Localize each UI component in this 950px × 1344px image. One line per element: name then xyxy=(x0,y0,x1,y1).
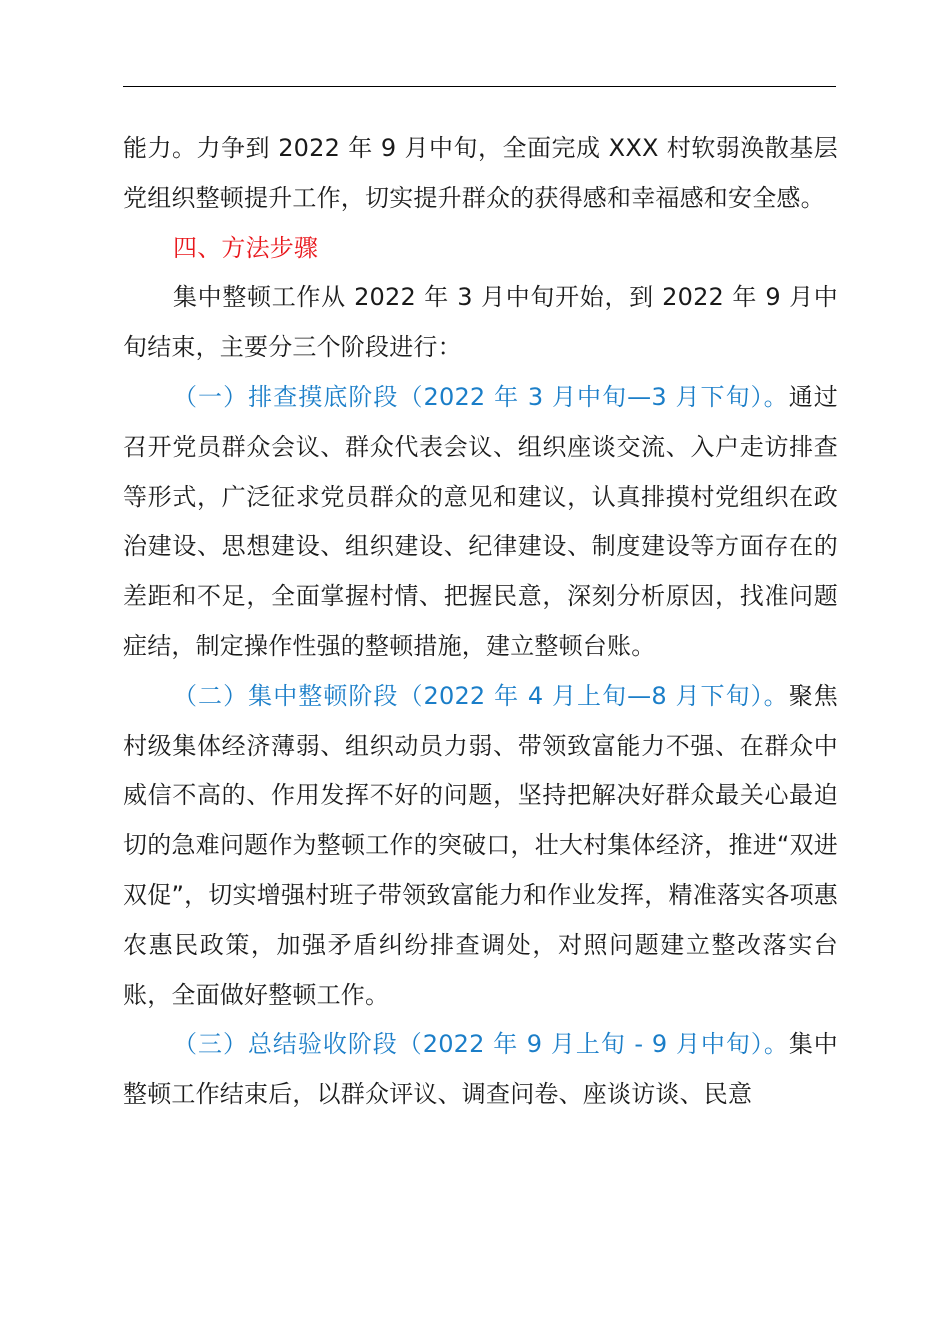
paragraph-text: 能力。力争到 2022 年 9 月中旬，全面完成 XXX 村软弱涣散基层党组织整顿提升工作，切实提升群众的获得感和幸福感和安全感。 xyxy=(123,134,838,212)
paragraph-text: 通过召开党员群众会议、群众代表会议、组织座谈交流、入户走访排查等形式，广泛征求党员群众的意见和建议，认真排摸村党组织在政治建设、思想建设、组织建设、纪律建设、制度建设等方面存在的差距和不足，全面掌握村情、把握民意，深刻分析原因，找准问题症结，制定操作性强的整顿措施，建立整顿台账。 xyxy=(123,382,838,660)
section-heading-methods xyxy=(123,224,838,274)
paragraph-stage-1 xyxy=(123,373,838,672)
header-rule xyxy=(123,86,836,87)
paragraph-stage-3 xyxy=(123,1020,838,1120)
stage-heading: （一）排查摸底阶段（2022 年 3 月中旬—3 月下旬）。 xyxy=(173,382,789,411)
section-heading-text: 四、方法步骤 xyxy=(173,233,319,262)
paragraph-intro-tail xyxy=(123,124,838,224)
paragraph-methods-intro xyxy=(123,273,838,373)
paragraph-text: 聚焦村级集体经济薄弱、组织动员力弱、带领致富能力不强、在群众中威信不高的、作用发挥不好的问题，坚持把解决好群众最关心最迫切的急难问题作为整顿工作的突破口，壮大村集体经济，推进“双进双促”，切实增强村班子带领致富能力和作业发挥，精准落实各项惠农惠民政策，加强矛盾纠纷排查调处，对照问题建立整改落实台账，全面做好整顿工作。 xyxy=(123,681,838,1009)
stage-heading: （二）集中整顿阶段（2022 年 4 月上旬—8 月下旬）。 xyxy=(173,681,789,710)
stage-heading: （三）总结验收阶段（2022 年 9 月上旬 - 9 月中旬）。 xyxy=(173,1030,789,1059)
paragraph-text: 集中整顿工作结束后，以群众评议、调查问卷、座谈访谈、民意 xyxy=(123,1030,839,1109)
paragraph-text: 集中整顿工作从 2022 年 3 月中旬开始，到 2022 年 9 月中旬结束，主要分三个阶段进行： xyxy=(123,283,838,362)
document-body xyxy=(123,124,838,1120)
paragraph-stage-2 xyxy=(123,672,838,1021)
